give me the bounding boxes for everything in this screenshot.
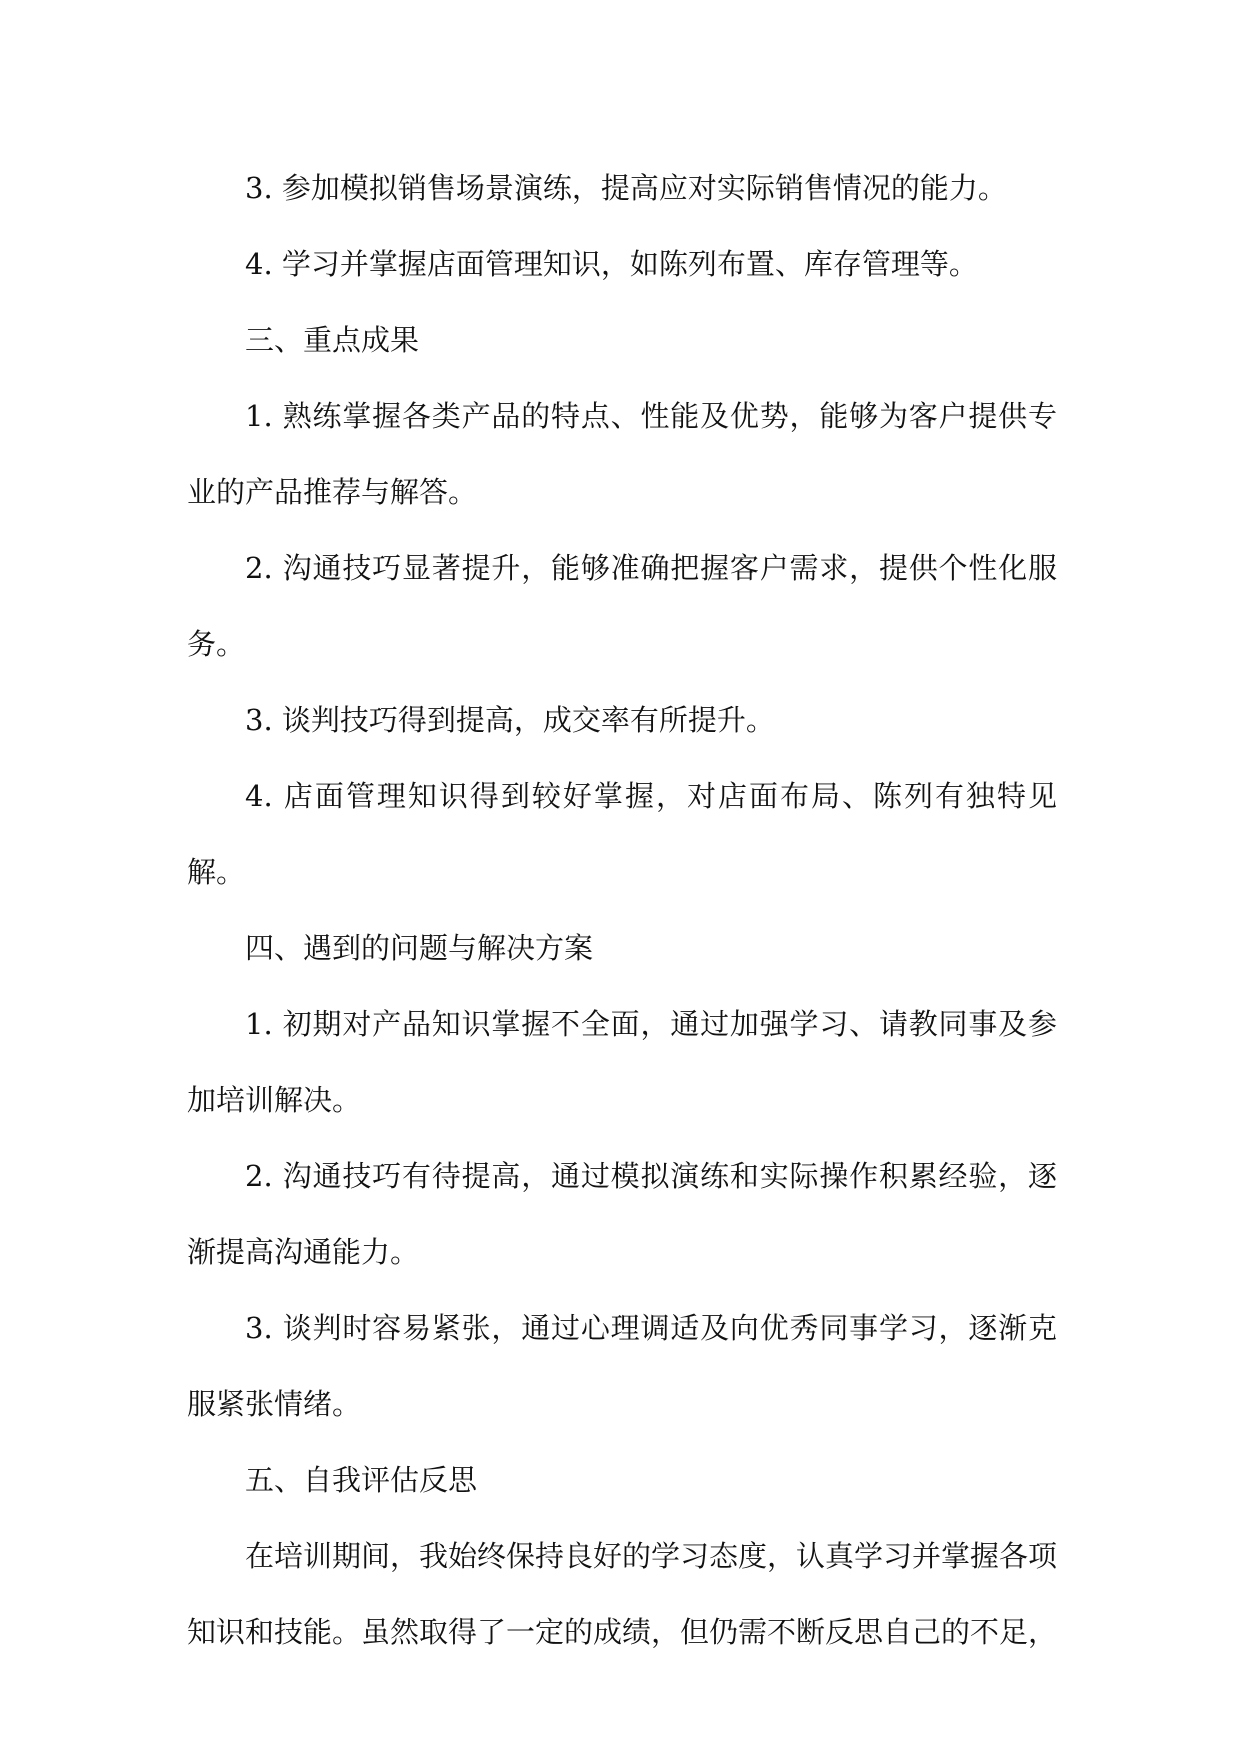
section-heading-self-assessment: 五、自我评估反思 bbox=[245, 1463, 478, 1497]
problem-item-2: 2. 沟通技巧有待提高，通过模拟演练和实际操作积累经验，逐渐提高沟通能力。 bbox=[187, 1159, 1057, 1269]
result-item-3: 3. 谈判技巧得到提高，成交率有所提升。 bbox=[245, 703, 775, 737]
problem-item-1: 1. 初期对产品知识掌握不全面，通过加强学习、请教同事及参加培训解决。 bbox=[187, 1007, 1057, 1117]
result-item-2: 2. 沟通技巧显著提升，能够准确把握客户需求，提供个性化服务。 bbox=[187, 551, 1057, 661]
self-assessment-paragraph: 在培训期间，我始终保持良好的学习态度，认真学习并掌握各项知识和技能。虽然取得了一定的成绩，但仍需不断反思自己的不足， bbox=[187, 1539, 1058, 1649]
problem-item-3: 3. 谈判时容易紧张，通过心理调适及向优秀同事学习，逐渐克服紧张情绪。 bbox=[187, 1311, 1057, 1421]
result-item-1: 1. 熟练掌握各类产品的特点、性能及优势，能够为客户提供专业的产品推荐与解答。 bbox=[187, 399, 1057, 509]
paragraph-item-4: 4. 学习并掌握店面管理知识，如陈列布置、库存管理等。 bbox=[245, 247, 978, 281]
document-body bbox=[187, 150, 1057, 1670]
paragraph-item-3: 3. 参加模拟销售场景演练，提高应对实际销售情况的能力。 bbox=[245, 171, 1007, 205]
result-item-4: 4. 店面管理知识得到较好掌握，对店面布局、陈列有独特见解。 bbox=[187, 779, 1057, 889]
section-heading-key-results: 三、重点成果 bbox=[245, 323, 420, 357]
section-heading-problems-solutions: 四、遇到的问题与解决方案 bbox=[245, 931, 594, 965]
